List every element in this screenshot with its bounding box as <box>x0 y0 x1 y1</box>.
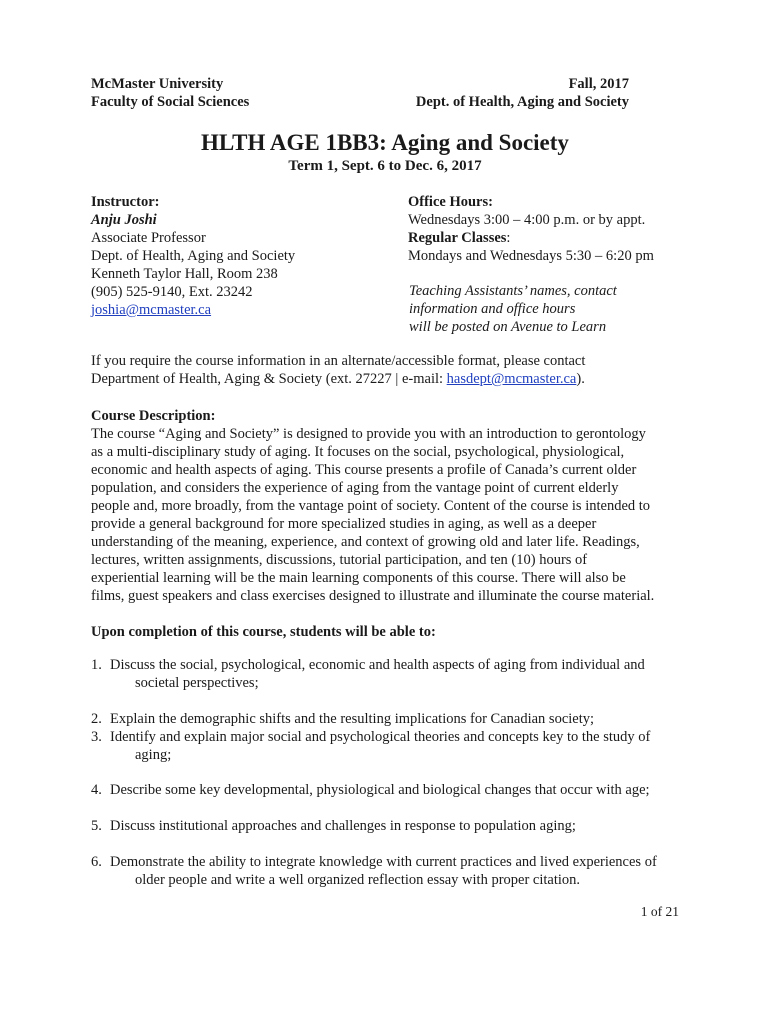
description-line: people and, more broadly, from the vantage point of society. Content of the course is intended to <box>91 498 651 514</box>
outcome-text: Demonstrate the ability to integrate knowledge with current practices and lived experiences of <box>110 854 657 870</box>
header-left <box>91 75 249 111</box>
description-line: The course “Aging and Society” is designed to provide you with an introduction to gerontology <box>91 426 646 442</box>
description-line: experiential learning will be the main learning components of this course. There will also be <box>91 570 626 586</box>
course-description <box>91 425 691 605</box>
description-line: population, and considers the experience of aging from the vantage point of current elderly <box>91 480 619 496</box>
office-hours-label: Office Hours: <box>408 194 493 210</box>
instructor-block <box>91 193 295 319</box>
outcome-text: Explain the demographic shifts and the resulting implications for Canadian society; <box>110 711 595 727</box>
instructor-phone: (905) 525-9140, Ext. 23242 <box>91 284 253 300</box>
outcome-item-1 <box>91 656 691 692</box>
outcome-text: Discuss institutional approaches and challenges in response to population aging; <box>110 818 576 834</box>
instructor-label: Instructor: <box>91 194 160 210</box>
outcomes-heading: Upon completion of this course, students will be able to: <box>91 624 436 640</box>
outcome-item-2 <box>91 710 691 728</box>
outcome-number: 5. <box>91 818 102 834</box>
course-description-heading: Course Description: <box>91 408 216 424</box>
instructor-position: Associate Professor <box>91 230 206 246</box>
outcome-text: Identify and explain major social and psychological theories and concepts key to the study of <box>110 729 651 745</box>
instructor-department: Dept. of Health, Aging and Society <box>91 248 296 264</box>
ta-note-line: Teaching Assistants’ names, contact <box>409 283 617 299</box>
instructor-office: Kenneth Taylor Hall, Room 238 <box>91 266 278 282</box>
ta-note <box>409 282 617 336</box>
term-label: Fall, 2017 <box>568 76 629 92</box>
outcome-item-4 <box>91 781 691 799</box>
outcome-text-cont: older people and write a well organized reflection essay with proper citation. <box>135 872 581 888</box>
university-name: McMaster University <box>91 76 224 92</box>
accessibility-line: Department of Health, Aging & Society (ext. 27227 | e-mail: <box>91 371 447 387</box>
ta-note-line: will be posted on Avenue to Learn <box>409 319 607 335</box>
outcome-item-5 <box>91 817 691 835</box>
regular-classes-value: Mondays and Wednesdays 5:30 – 6:20 pm <box>408 248 654 264</box>
outcome-text-cont: aging; <box>135 747 172 763</box>
office-hours-value: Wednesdays 3:00 – 4:00 p.m. or by appt. <box>408 212 646 228</box>
description-line: economic and health aspects of aging. This course presents a profile of Canada’s current older <box>91 462 637 478</box>
ta-note-line: information and office hours <box>409 301 576 317</box>
instructor-name: Anju Joshi <box>91 212 157 228</box>
outcome-number: 4. <box>91 782 102 798</box>
department-name: Dept. of Health, Aging and Society <box>415 94 629 110</box>
outcome-text: Describe some key developmental, physiological and biological changes that occur with age; <box>110 782 650 798</box>
outcome-text: Discuss the social, psychological, economic and health aspects of aging from individual and <box>110 657 645 673</box>
accessibility-line-end: ). <box>576 371 585 387</box>
outcome-item-3 <box>91 728 691 764</box>
outcome-number: 6. <box>91 854 102 870</box>
office-hours-block: Office Hours: Wednesdays 3:00 – 4:00 p.m. or by appt. Regular Classes: Mondays and Wednesdays 5:30 – 6:20 pm <box>408 194 654 264</box>
accessibility-note <box>91 352 691 388</box>
accessibility-line: If you require the course information in an alternate/accessible format, please contact <box>91 353 586 369</box>
description-line: films, guest speakers and class exercises designed to illustrate and illuminate the course material. <box>91 588 655 604</box>
description-line: provide a general background for more specialized studies in aging, as well as a deeper <box>91 516 597 532</box>
outcome-item-6 <box>91 853 691 889</box>
term-dates: Term 1, Sept. 6 to Dec. 6, 2017 <box>288 158 482 174</box>
description-line: understanding of the meaning, experience, and context of growing old and later life. Readings, <box>91 534 640 550</box>
outcome-number: 2. <box>91 711 102 727</box>
department-email-link[interactable]: hasdept@mcmaster.ca <box>446 371 577 387</box>
description-line: as a multi-disciplinary study of aging. It focuses on the social, psychological, physiological, <box>91 444 625 460</box>
page-title: HLTH AGE 1BB3: Aging and Society <box>201 130 569 155</box>
outcome-text-cont: societal perspectives; <box>135 675 259 691</box>
outcome-number: 1. <box>91 657 102 673</box>
faculty-name: Faculty of Social Sciences <box>91 94 250 110</box>
instructor-email-link[interactable]: joshia@mcmaster.ca <box>91 302 212 318</box>
page-number: 1 of 21 <box>640 904 679 919</box>
header-right <box>416 75 629 111</box>
outcome-number: 3. <box>91 729 102 745</box>
description-line: lectures, written assignments, discussions, tutorial participation, and ten (10) hours of <box>91 552 588 568</box>
regular-classes-label: Regular Classes <box>408 230 507 246</box>
